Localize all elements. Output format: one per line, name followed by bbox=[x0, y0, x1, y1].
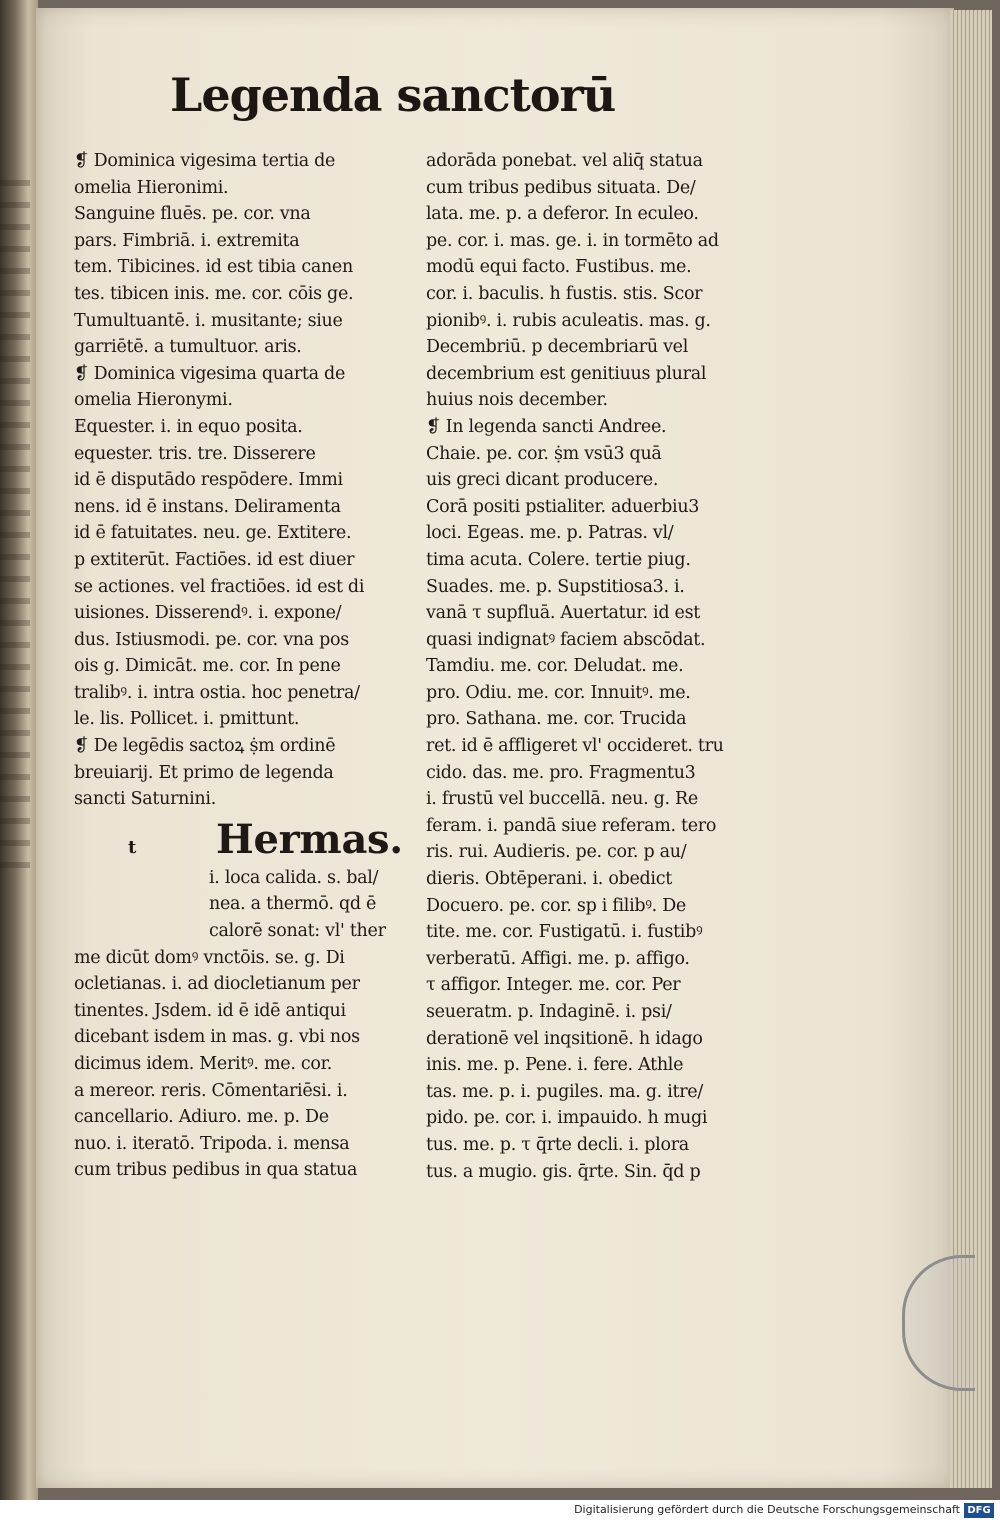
hermas-heading-text: Hermas. bbox=[216, 815, 403, 863]
text-line: nuo. i. iteratō. Tripoda. i. mensa bbox=[74, 1133, 350, 1154]
text-line: quasi indignatꝰ faciem abscōdat. bbox=[426, 629, 706, 650]
text-line: Equester. i. in equo posita. bbox=[74, 416, 303, 437]
text-line: cum tribus pedibus situata. De/ bbox=[426, 177, 696, 198]
text-line: huius nois december. bbox=[426, 390, 608, 411]
text-line: i. frustū vel buccellā. neu. g. Re bbox=[426, 789, 698, 810]
text-line: p extiterūt. Factiōes. id est diuer bbox=[74, 549, 355, 570]
text-line: cancellario. Adiuro. me. p. De bbox=[74, 1107, 329, 1128]
footer-credit: Digitalisierung gefördert durch die Deutsche Forschungsgemeinschaft bbox=[574, 1503, 960, 1516]
text-line: dieris. Obtēperani. i. obedict bbox=[426, 869, 672, 890]
text-line: tima acuta. Colere. tertie piug. bbox=[426, 549, 691, 570]
text-line: ❡ Dominica vigesima quarta de bbox=[74, 363, 346, 384]
text-line: Tumultuantē. i. musitante; siue bbox=[74, 310, 343, 331]
previous-page-edge bbox=[0, 0, 38, 1500]
text-line: ois g. Dimicāt. me. cor. In pene bbox=[74, 656, 341, 677]
text-line: Chaie. pe. cor. ṩm vsū3 quā bbox=[426, 443, 662, 464]
text-line: pro. Odiu. me. cor. Innuitꝰ. me. bbox=[426, 682, 691, 703]
right-column bbox=[426, 148, 766, 1185]
text-line: tem. Tibicines. id est tibia canen bbox=[74, 257, 353, 278]
text-line: modū equi facto. Fustibus. me. bbox=[426, 257, 692, 278]
text-line: tes. tibicen inis. me. cor. cōis ge. bbox=[74, 283, 354, 304]
text-line: tus. a mugio. gis. q̄rte. Sin. q̄d p bbox=[426, 1161, 701, 1182]
footer-bar bbox=[0, 1500, 1000, 1522]
text-line: lata. me. p. a deferor. In eculeo. bbox=[426, 204, 699, 225]
text-line: cor. i. baculis. h fustis. stis. Scor bbox=[426, 283, 703, 304]
text-line: Decembriū. p decembriarū vel bbox=[426, 337, 689, 358]
text-line: tralibꝰ. i. intra ostia. hoc penetra/ bbox=[74, 682, 360, 703]
margin-marker: t bbox=[128, 836, 137, 858]
text-line: breuiarij. Et primo de legenda bbox=[74, 762, 334, 783]
text-line: Corā positi pstialiter. aduerbiu3 bbox=[426, 496, 700, 517]
text-line: tus. me. p. τ q̄rte decli. i. plora bbox=[426, 1134, 689, 1155]
text-line: garriētē. a tumultuor. aris. bbox=[74, 337, 302, 358]
text-line: decembrium est genitiuus plural bbox=[426, 363, 707, 384]
text-line: τ affigor. Integer. me. cor. Per bbox=[426, 975, 681, 996]
text-line: sancti Saturnini. bbox=[74, 789, 216, 810]
text-line: omelia Hieronymi. bbox=[74, 390, 233, 411]
text-line: dicimus idem. Meritꝰ. me. cor. bbox=[74, 1054, 332, 1074]
text-line: me dicūt domꝰ vnctōis. se. g. Di bbox=[74, 947, 345, 968]
hermas-heading bbox=[74, 817, 414, 863]
text-line: ❡ De legēdis sactoꝝ ṩm ordinē bbox=[74, 736, 336, 757]
text-line: Sanguine fluēs. pe. cor. vna bbox=[74, 204, 311, 225]
text-line: ocletianas. i. ad diocletianum per bbox=[74, 974, 360, 995]
text-line: cum tribus pedibus in qua statua bbox=[74, 1160, 358, 1181]
text-line: ❡ Dominica vigesima tertia de bbox=[74, 151, 336, 171]
text-line: ❡ In legenda sancti Andree. bbox=[426, 416, 667, 437]
text-line: ris. rui. Audieris. pe. cor. p au/ bbox=[426, 842, 687, 863]
text-line: vanā τ supfluā. Auertatur. id est bbox=[426, 603, 700, 624]
text-line: tinentes. Jsdem. id ē idē antiqui bbox=[74, 1000, 346, 1021]
text-line: Docuero. pe. cor. sp i filibꝰ. De bbox=[426, 895, 686, 916]
text-line: dicebant isdem in mas. g. vbi nos bbox=[74, 1027, 360, 1048]
text-line: dus. Istiusmodi. pe. cor. vna pos bbox=[74, 629, 349, 650]
text-line: adorāda ponebat. vel aliq̄ statua bbox=[426, 151, 703, 171]
text-line: nens. id ē instans. Deliramenta bbox=[74, 496, 341, 517]
text-line: equester. tris. tre. Disserere bbox=[74, 443, 316, 464]
dfg-logo: DFG bbox=[964, 1503, 994, 1518]
text-line: loci. Egeas. me. p. Patras. vl/ bbox=[426, 523, 674, 544]
text-line: inis. me. p. Pene. i. fere. Athle bbox=[426, 1055, 684, 1076]
text-line: pionibꝰ. i. rubis aculeatis. mas. g. bbox=[426, 310, 711, 331]
left-column bbox=[74, 148, 414, 1184]
text-line: verberatū. Affigi. me. p. affigo. bbox=[426, 948, 690, 969]
text-line: pro. Sathana. me. cor. Trucida bbox=[426, 709, 687, 730]
text-line: i. loca calida. s. bal/ bbox=[209, 867, 379, 888]
text-line: tas. me. p. i. pugiles. ma. g. itre/ bbox=[426, 1081, 703, 1102]
text-line: feram. i. pandā siue referam. tero bbox=[426, 815, 717, 836]
bleed-through-text bbox=[0, 180, 30, 880]
text-line: calorē sonat: vl' ther bbox=[209, 921, 386, 942]
text-line: seueratm. p. Indaginē. i. psi/ bbox=[426, 1002, 672, 1022]
text-line: id ē fatuitates. neu. ge. Extitere. bbox=[74, 523, 352, 544]
text-line: Suades. me. p. Supstitiosa3. i. bbox=[426, 576, 685, 597]
text-line: tite. me. cor. Fustigatū. i. fustibꝰ bbox=[426, 922, 703, 943]
text-line: pido. pe. cor. i. impauido. h mugi bbox=[426, 1108, 708, 1129]
text-line: le. lis. Pollicet. i. pmittunt. bbox=[74, 709, 300, 730]
text-line: cido. das. me. pro. Fragmentu3 bbox=[426, 762, 696, 783]
running-head: Legenda sanctorū bbox=[170, 68, 616, 122]
text-line: pars. Fimbriā. i. extremita bbox=[74, 230, 300, 251]
text-line: a mereor. reris. Cōmentariēsi. i. bbox=[74, 1080, 348, 1101]
text-line: nea. a thermō. qd ē bbox=[209, 894, 377, 915]
text-line: derationē vel inqsitionē. h idago bbox=[426, 1028, 703, 1049]
text-line: pe. cor. i. mas. ge. i. in tormēto ad bbox=[426, 230, 719, 251]
text-line: uis greci dicant producere. bbox=[426, 470, 659, 491]
text-line: id ē disputādo respōdere. Immi bbox=[74, 470, 343, 491]
text-line: se actiones. vel fractiōes. id est di bbox=[74, 576, 365, 597]
text-line: omelia Hieronimi. bbox=[74, 177, 229, 198]
text-line: ret. id ē affligeret vl' occideret. tru bbox=[426, 736, 724, 757]
text-line: Tamdiu. me. cor. Deludat. me. bbox=[426, 656, 684, 677]
text-line: uisiones. Disserendꝰ. i. expone/ bbox=[74, 603, 342, 624]
